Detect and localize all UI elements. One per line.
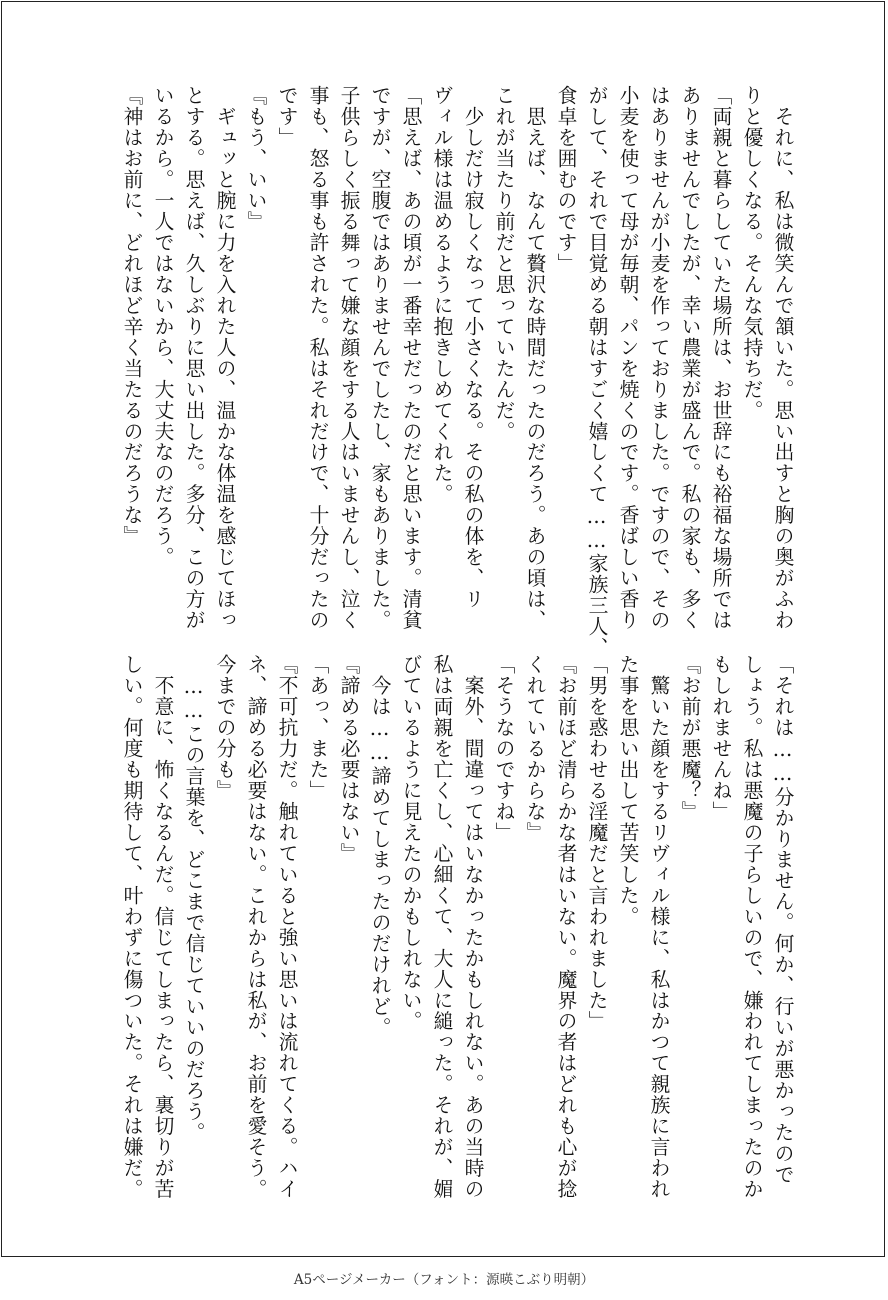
text-line: 『お前ほど清らかな者はいない。魔界の者はどれも心が捻 bbox=[554, 654, 577, 1200]
text-line: 食卓を囲むのです」 bbox=[554, 85, 577, 274]
text-line: 『神はお前に、どれほど辛く当たるのだろうな』 bbox=[120, 85, 143, 547]
text-line: 子供らしく振る舞って嫌な顔をする人はいませんし、泣く bbox=[337, 85, 360, 631]
text-line: 「あっ、また」 bbox=[306, 654, 329, 801]
text-line: 少しだけ寂しくなって小さくなる。その私の体を、リ bbox=[461, 85, 484, 610]
text-line: ネ、諦める必要はない。これからは私が、お前を愛そう。 bbox=[244, 654, 267, 1200]
text-line: 「思えば、あの頃が一番幸せだったのだと思います。清貧 bbox=[399, 85, 422, 631]
text-line: 「男を惑わせる淫魔だと言われました」 bbox=[585, 654, 608, 1032]
upper-text-block bbox=[88, 85, 798, 659]
text-line: とする。思えば、久しぶりに思い出した。多分、この方が bbox=[182, 85, 205, 631]
text-line: 『諦める必要はない』 bbox=[337, 654, 360, 864]
text-line: 小麦を使って母が毎朝、パンを焼くのです。香ばしい香り bbox=[616, 85, 639, 631]
text-line: 『もう、いい』 bbox=[244, 85, 267, 232]
text-line: もしれませんね」 bbox=[709, 654, 732, 822]
text-line: ……この言葉を、どこまで信じていいのだろう。 bbox=[182, 654, 205, 1144]
text-line: 事も、怒る事も許された。私はそれだけで、十分だったの bbox=[306, 85, 329, 631]
text-line: 「両親と暮らしていた場所は、お世辞にも裕福な場所では bbox=[709, 85, 732, 631]
text-line: 私は両親を亡くし、心細くて、大人に縋った。それが、媚 bbox=[430, 654, 453, 1200]
text-line: ですが、空腹ではありませんでしたし、家もありました。 bbox=[368, 85, 391, 631]
page-frame bbox=[1, 1, 885, 1257]
text-line: ありませんでしたが、幸い農業が盛んで。私の家も、多く bbox=[678, 85, 701, 631]
text-line: 案外、間違ってはいなかったかもしれない。あの当時の bbox=[461, 654, 484, 1200]
text-line: 思えば、なんて贅沢な時間だったのだろう。あの頃は、 bbox=[523, 85, 546, 631]
text-line: 驚いた顔をするリヴィル様に、私はかつて親族に言われ bbox=[647, 654, 670, 1200]
text-line: 「そうなのですね」 bbox=[492, 654, 515, 843]
text-line: しい。何度も期待して、叶わずに傷ついた。それは嫌だ。 bbox=[120, 654, 143, 1200]
text-line: 今は……諦めてしまったのだけれど。 bbox=[368, 654, 391, 1039]
text-line: 今までの分も』 bbox=[213, 654, 236, 801]
text-line: 『不可抗力だ。触れていると強い思いは流れてくる。ハイ bbox=[275, 654, 298, 1200]
text-line: た事を思い出して苦笑した。 bbox=[616, 654, 639, 927]
text-line: 『お前が悪魔？』 bbox=[678, 654, 701, 822]
text-line: がして、それで目覚める朝はすごく嬉しくて……家族三人、 bbox=[585, 85, 608, 659]
text-line: いるから。一人ではないから、大丈夫なのだろう。 bbox=[151, 85, 174, 568]
text-line: はありませんが小麦を作っておりました。ですので、その bbox=[647, 85, 670, 631]
lower-text-block bbox=[88, 654, 798, 1200]
text-line: ヴィル様は温めるように抱きしめてくれた。 bbox=[430, 85, 453, 505]
page-footer: A5ページメーカー（フォント：源暎こぶり明朝） bbox=[293, 1272, 595, 1288]
text-line: びているように見えたのかもしれない。 bbox=[399, 654, 422, 1032]
text-line: それに、私は微笑んで頷いた。思い出すと胸の奥がふわ bbox=[771, 85, 794, 631]
text-line: しょう。私は悪魔の子らしいので、嫌われてしまったのか bbox=[740, 654, 763, 1200]
text-line: 不意に、怖くなるんだ。信じてしまったら、裏切りが苦 bbox=[151, 654, 174, 1200]
text-line: くれているからな』 bbox=[523, 654, 546, 843]
text-line: です」 bbox=[275, 85, 298, 148]
text-line: ギュッと腕に力を入れた人の、温かな体温を感じてほっ bbox=[213, 85, 236, 631]
text-line: これが当たり前だと思っていたんだ。 bbox=[492, 85, 515, 442]
text-line: 「それは……分かりません。何か、行いが悪かったので bbox=[771, 654, 794, 1186]
text-line: りと優しくなる。そんな気持ちだ。 bbox=[740, 85, 763, 421]
